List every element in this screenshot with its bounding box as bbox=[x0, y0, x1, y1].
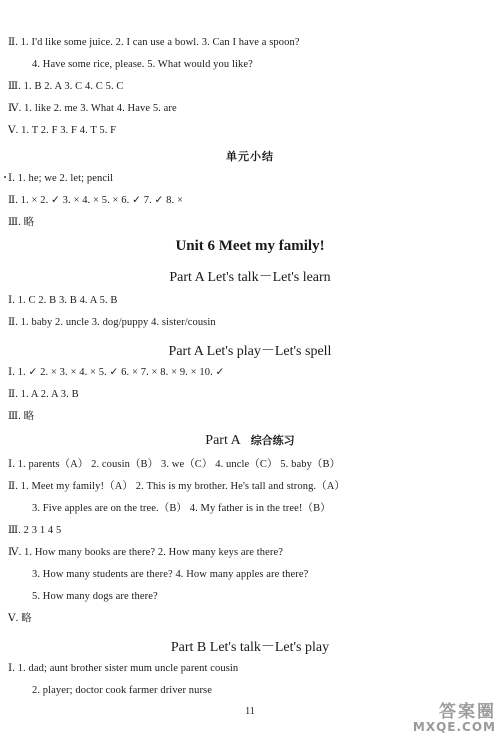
answer-line: 2. player; doctor cook farmer driver nurse bbox=[32, 685, 213, 696]
part-heading: Part A Let's talk－Let's learn bbox=[169, 270, 331, 285]
answer-line: Ⅲ. 略 bbox=[8, 217, 35, 228]
answer-line: 5. How many dogs are there? bbox=[32, 591, 158, 602]
answer-line: Ⅱ. 1. baby 2. uncle 3. dog/puppy 4. sister/cousin bbox=[8, 317, 216, 328]
answer-line: Ⅰ. 1. dad; aunt brother sister mum uncle parent cousin bbox=[8, 663, 239, 674]
answer-line: Ⅱ. 1. I'd like some juice. 2. I can use a bowl. 3. Can I have a spoon? bbox=[8, 37, 300, 48]
part-heading bbox=[0, 432, 500, 449]
margin-mark bbox=[4, 176, 6, 178]
answer-line: Ⅰ. 1. parents（A） 2. cousin（B） 3. we（C） 4. uncle（C） 5. baby（B） bbox=[8, 459, 341, 470]
watermark-logo bbox=[413, 704, 496, 733]
answer-line: 4. Have some rice, please. 5. What would you like? bbox=[32, 59, 253, 70]
answer-line: Ⅲ. 略 bbox=[8, 411, 35, 422]
answer-line: Ⅱ. 1. A 2. A 3. B bbox=[8, 389, 79, 400]
answer-line: Ⅱ. 1. × 2. ✓ 3. × 4. × 5. × 6. ✓ 7. ✓ 8. × bbox=[8, 195, 183, 206]
answer-line: Ⅲ. 1. B 2. A 3. C 4. C 5. C bbox=[8, 81, 124, 92]
answer-line: Ⅳ. 1. like 2. me 3. What 4. Have 5. are bbox=[8, 103, 177, 114]
answer-line: Ⅳ. 1. How many books are there? 2. How many keys are there? bbox=[8, 547, 284, 558]
answer-line: Ⅰ. 1. ✓ 2. × 3. × 4. × 5. ✓ 6. × 7. × 8. × 9. × 10. ✓ bbox=[8, 367, 225, 378]
watermark-url: MXQE.COM bbox=[412, 720, 496, 734]
part-label: Part A bbox=[205, 433, 241, 448]
answer-line: 3. Five apples are on the tree.（B） 4. My father is in the tree!（B） bbox=[32, 503, 331, 514]
unit-title: Unit 6 Meet my family! bbox=[175, 238, 325, 254]
answer-line: Ⅴ. 1. T 2. F 3. F 4. T 5. F bbox=[8, 125, 117, 136]
answer-line: Ⅰ. 1. C 2. B 3. B 4. A 5. B bbox=[8, 295, 118, 306]
watermark-text: 答案圈 bbox=[439, 702, 496, 722]
part-subtitle: 综合练习 bbox=[250, 434, 295, 447]
section-heading: 单元小结 bbox=[226, 150, 274, 163]
part-heading: Part B Let's talk－Let's play bbox=[170, 640, 330, 655]
answer-line: Ⅰ. 1. he; we 2. let; pencil bbox=[8, 173, 114, 184]
answer-line: 3. How many students are there? 4. How many apples are there? bbox=[32, 569, 309, 580]
answer-line: Ⅱ. 1. Meet my family!（A） 2. This is my brother. He's tall and strong.（A） bbox=[8, 481, 346, 492]
page-number: 11 bbox=[245, 706, 255, 717]
answer-line: Ⅴ. 略 bbox=[8, 613, 32, 624]
part-heading: Part A Let's play－Let's spell bbox=[168, 344, 332, 359]
answer-line: Ⅲ. 2 3 1 4 5 bbox=[8, 525, 62, 536]
